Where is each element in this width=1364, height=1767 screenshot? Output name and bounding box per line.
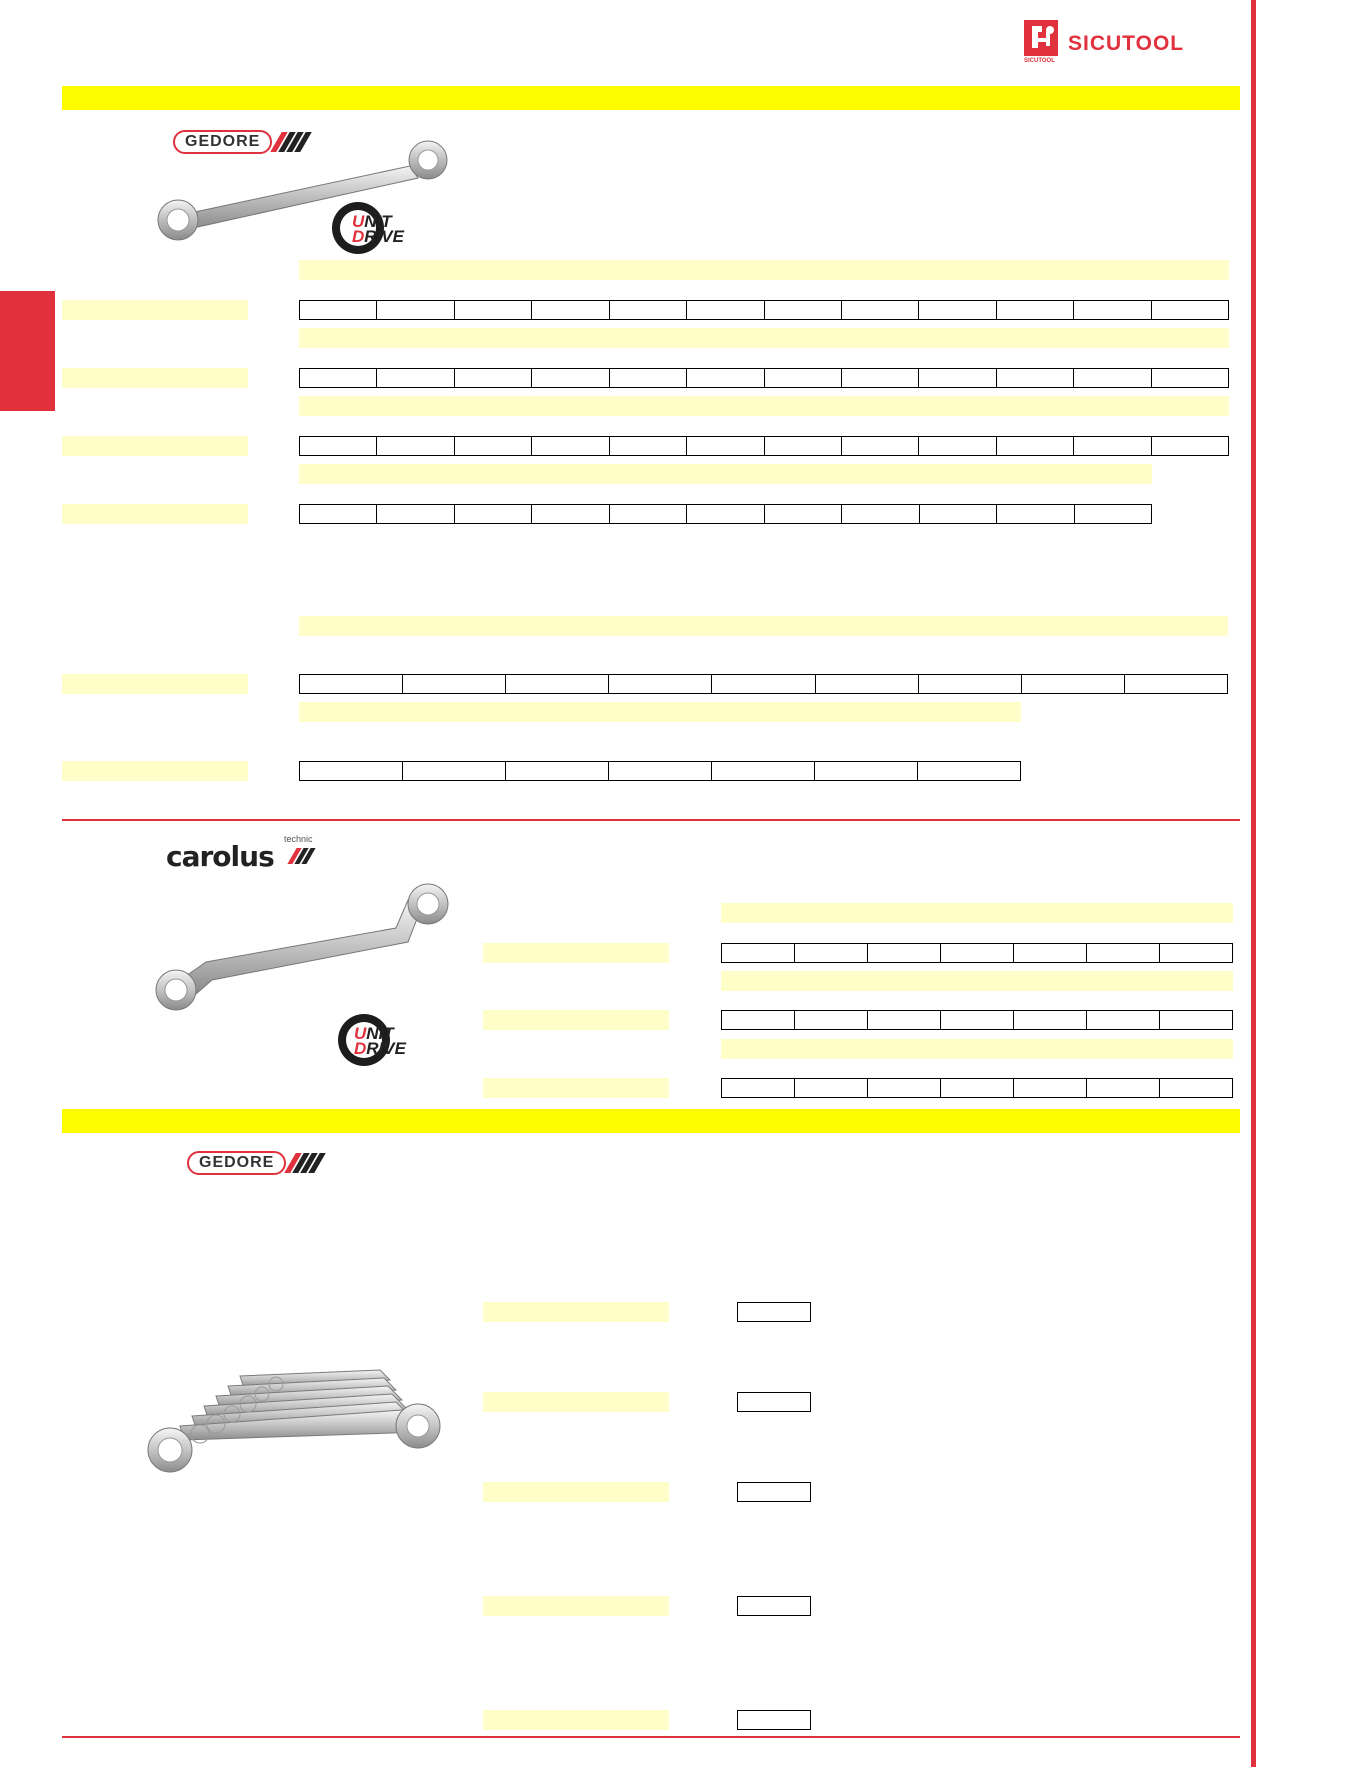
s2-row2-label xyxy=(483,1010,669,1030)
s3-row4-label xyxy=(483,1596,669,1616)
row3-cells xyxy=(299,436,1229,456)
sicutool-wordmark: SICUTOOL xyxy=(1068,32,1185,55)
unit-drive-badge-2 xyxy=(336,1012,446,1068)
size-row2-header xyxy=(299,328,1229,348)
size-row1-header xyxy=(299,260,1229,280)
section1-header-band xyxy=(62,86,1240,110)
section-side-tab xyxy=(0,291,55,411)
s2-row1-cells xyxy=(721,943,1233,963)
row5-label xyxy=(62,674,248,694)
s3-row5-cell xyxy=(737,1710,811,1730)
s2-row1-label xyxy=(483,943,669,963)
row1-cells xyxy=(299,300,1229,320)
wrench-set-image xyxy=(140,1360,455,1480)
unit-drive-label: UNIT DRIVE xyxy=(352,212,404,246)
gedore-logo-2 xyxy=(187,1151,320,1175)
s2-row3-header xyxy=(721,1039,1233,1059)
size-row6-header xyxy=(299,702,1021,722)
sicutool-mark-caption: SICUTOOL xyxy=(1024,58,1055,64)
s2-row2-header xyxy=(721,971,1233,991)
carolus-slashes-icon xyxy=(292,848,311,864)
row1-label xyxy=(62,300,248,320)
s3-row2-label xyxy=(483,1392,669,1412)
carolus-technic-label: technic xyxy=(284,834,313,844)
section1-divider xyxy=(62,819,1240,821)
row4-cells xyxy=(299,504,1152,524)
row6-label xyxy=(62,761,248,781)
size-row4-header xyxy=(299,464,1152,484)
section3-header-band xyxy=(62,1109,1240,1133)
s3-row3-label xyxy=(483,1482,669,1502)
deep-offset-wrench-image xyxy=(146,880,456,1012)
size-row3-header xyxy=(299,396,1229,416)
gedore-slashes-icon-2 xyxy=(290,1153,320,1173)
page-edge-rule xyxy=(1251,0,1256,1767)
row2-label xyxy=(62,368,248,388)
s2-row2-cells xyxy=(721,1010,1233,1030)
row2-cells xyxy=(299,368,1229,388)
size-row5-header xyxy=(299,616,1228,636)
sicutool-logo xyxy=(1024,20,1214,70)
s2-row3-label xyxy=(483,1078,669,1098)
unit-drive-label-2: UNIT DRIVE xyxy=(354,1024,406,1058)
s2-row1-header xyxy=(721,903,1233,923)
s2-row3-cells xyxy=(721,1078,1233,1098)
unit-drive-badge xyxy=(330,200,440,256)
carolus-logo xyxy=(166,834,336,880)
row4-label xyxy=(62,504,248,524)
s3-row2-cell xyxy=(737,1392,811,1412)
section3-divider xyxy=(62,1736,1240,1738)
gedore-wordmark: GEDORE xyxy=(173,130,272,154)
carolus-wordmark: carolus xyxy=(166,840,274,873)
s3-row1-cell xyxy=(737,1302,811,1322)
row3-label xyxy=(62,436,248,456)
row5-cells xyxy=(299,674,1228,694)
s3-row4-cell xyxy=(737,1596,811,1616)
sicutool-mark-icon xyxy=(1024,20,1058,60)
gedore-wordmark-2: GEDORE xyxy=(187,1151,286,1175)
s3-row3-cell xyxy=(737,1482,811,1502)
row6-cells xyxy=(299,761,1021,781)
s3-row5-label xyxy=(483,1710,669,1730)
s3-row1-label xyxy=(483,1302,669,1322)
